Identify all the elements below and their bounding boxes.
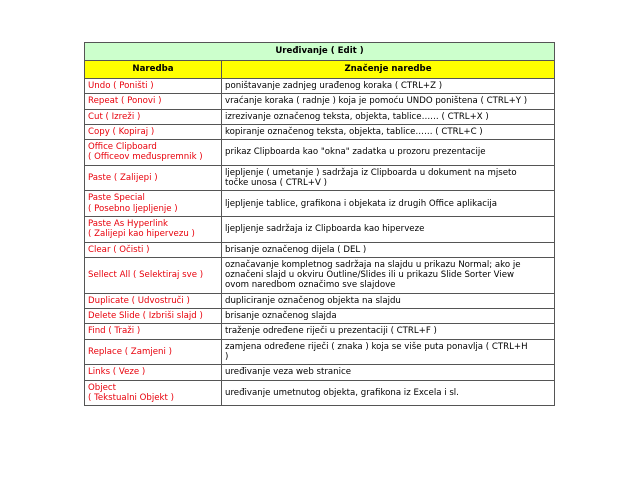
description-cell-line: točke unosa ( CTRL+V ) [225, 178, 327, 189]
command-cell-line: Find ( Traži ) [88, 326, 141, 337]
description-cell [222, 324, 555, 339]
table-row [85, 365, 555, 380]
command-cell [85, 242, 222, 257]
description-cell [222, 339, 555, 365]
command-cell [85, 79, 222, 94]
description-cell [222, 365, 555, 380]
command-cell [85, 324, 222, 339]
table-title: Uređivanje ( Edit ) [85, 43, 555, 61]
command-cell [85, 165, 222, 191]
command-cell-line: Delete Slide ( Izbriši slajd ) [88, 311, 203, 322]
description-cell [222, 140, 555, 166]
table-row [85, 339, 555, 365]
command-cell [85, 109, 222, 124]
description-cell [222, 124, 555, 139]
command-cell-line: Links ( Veze ) [88, 367, 146, 378]
table-row [85, 380, 555, 406]
description-cell-line: ljepljenje sadržaja iz Clipboarda kao hiperveze [225, 224, 425, 235]
command-cell-line: Replace ( Zamjeni ) [88, 346, 172, 357]
command-cell [85, 140, 222, 166]
command-cell-line: Cut ( Izreži ) [88, 111, 141, 122]
description-cell [222, 293, 555, 308]
command-cell-line: Paste As Hyperlink [88, 218, 169, 229]
description-cell [222, 309, 555, 324]
command-cell [85, 380, 222, 406]
column-header-command: Naredba [85, 61, 222, 79]
command-cell [85, 216, 222, 242]
table-row [85, 140, 555, 166]
description-cell-line: uređivanje veza web stranice [225, 367, 352, 378]
table-title-row [85, 43, 555, 61]
table-row [85, 124, 555, 139]
description-cell-line: dupliciranje označenog objekta na slajdu [225, 295, 401, 306]
table-header-row [85, 61, 555, 79]
command-cell-line: ( Officeov međuspremnik ) [88, 152, 203, 163]
description-cell-line: poništavanje zadnjeg urađenog koraka ( CTRL+Z ) [225, 81, 443, 91]
column-header-meaning: Značenje naredbe [222, 61, 555, 79]
command-cell-line: Paste Special [88, 193, 145, 204]
command-cell [85, 191, 222, 217]
description-cell [222, 257, 555, 293]
description-cell [222, 94, 555, 109]
description-cell [222, 109, 555, 124]
description-cell [222, 165, 555, 191]
command-cell-line: Repeat ( Ponovi ) [88, 96, 162, 107]
command-cell-line: Paste ( Zalijepi ) [88, 172, 158, 183]
table-row [85, 165, 555, 191]
description-cell [222, 79, 555, 94]
description-cell [222, 191, 555, 217]
command-cell-line: Object [88, 382, 116, 393]
table-row [85, 216, 555, 242]
description-cell-line: označeni slajd u okviru Outline/Slides ili u prikazu Slide Sorter View [225, 270, 515, 281]
description-cell-line: brisanje označenog slajda [225, 311, 337, 322]
description-cell-line: ) [225, 351, 229, 362]
description-cell-line: označavanje kompletnog sadržaja na slajdu u prikazu Normal; ako je [225, 259, 521, 270]
table-row [85, 94, 555, 109]
table-row [85, 242, 555, 257]
table-row [85, 309, 555, 324]
description-cell [222, 380, 555, 406]
command-cell [85, 339, 222, 365]
description-cell-line: brisanje označenog dijela ( DEL ) [225, 244, 367, 255]
description-cell [222, 216, 555, 242]
command-cell [85, 293, 222, 308]
description-cell-line: uređivanje umetnutog objekta, grafikona iz Excela i sl. [225, 387, 459, 398]
description-cell [222, 242, 555, 257]
description-cell-line: ljepljenje ( umetanje ) sadržaja iz Clipboarda u dokument na mjseto [225, 167, 517, 178]
command-cell-line: Clear ( Očisti ) [88, 244, 150, 255]
command-cell-line: ( Posebno ljepljenje ) [88, 203, 178, 214]
table-row [85, 257, 555, 293]
table-row [85, 293, 555, 308]
command-cell [85, 365, 222, 380]
command-cell [85, 94, 222, 109]
command-cell [85, 309, 222, 324]
command-cell [85, 124, 222, 139]
description-cell-line: vraćanje koraka ( radnje ) koja je pomoću UNDO poništena ( CTRL+Y ) [225, 96, 528, 107]
command-cell-line: Office Clipboard [88, 142, 157, 153]
description-cell-line: kopiranje označenog teksta, objekta, tablice…… ( CTRL+C ) [225, 126, 483, 137]
description-cell-line: traženje određene riječi u prezentaciji ( CTRL+F ) [225, 326, 437, 337]
table-row [85, 191, 555, 217]
command-cell-line: Undo ( Poništi ) [88, 81, 154, 91]
description-cell-line: prikaz Clipboarda kao "okna" zadatka u prozoru prezentacije [225, 147, 486, 158]
command-cell-line: ( Zalijepi kao hipervezu ) [88, 229, 195, 240]
description-cell-line: izrezivanje označenog teksta, objekta, tablice…… ( CTRL+X ) [225, 111, 489, 122]
table-row [85, 109, 555, 124]
description-cell-line: ovom naredbom označimo sve slajdove [225, 280, 396, 291]
command-cell-line: Sellect All ( Selektiraj sve ) [88, 270, 204, 281]
edit-commands-table [84, 42, 555, 406]
description-cell-line: zamjena određene riječi ( znaka ) koja se više puta ponavlja ( CTRL+H [225, 341, 528, 352]
command-cell-line: Duplicate ( Udvostruči ) [88, 295, 190, 306]
command-cell-line: Copy ( Kopiraj ) [88, 126, 155, 137]
table-row [85, 324, 555, 339]
command-cell-line: ( Tekstualni Objekt ) [88, 392, 174, 403]
command-cell [85, 257, 222, 293]
table-row [85, 79, 555, 94]
description-cell-line: ljepljenje tablice, grafikona i objekata iz drugih Office aplikacija [225, 198, 498, 209]
